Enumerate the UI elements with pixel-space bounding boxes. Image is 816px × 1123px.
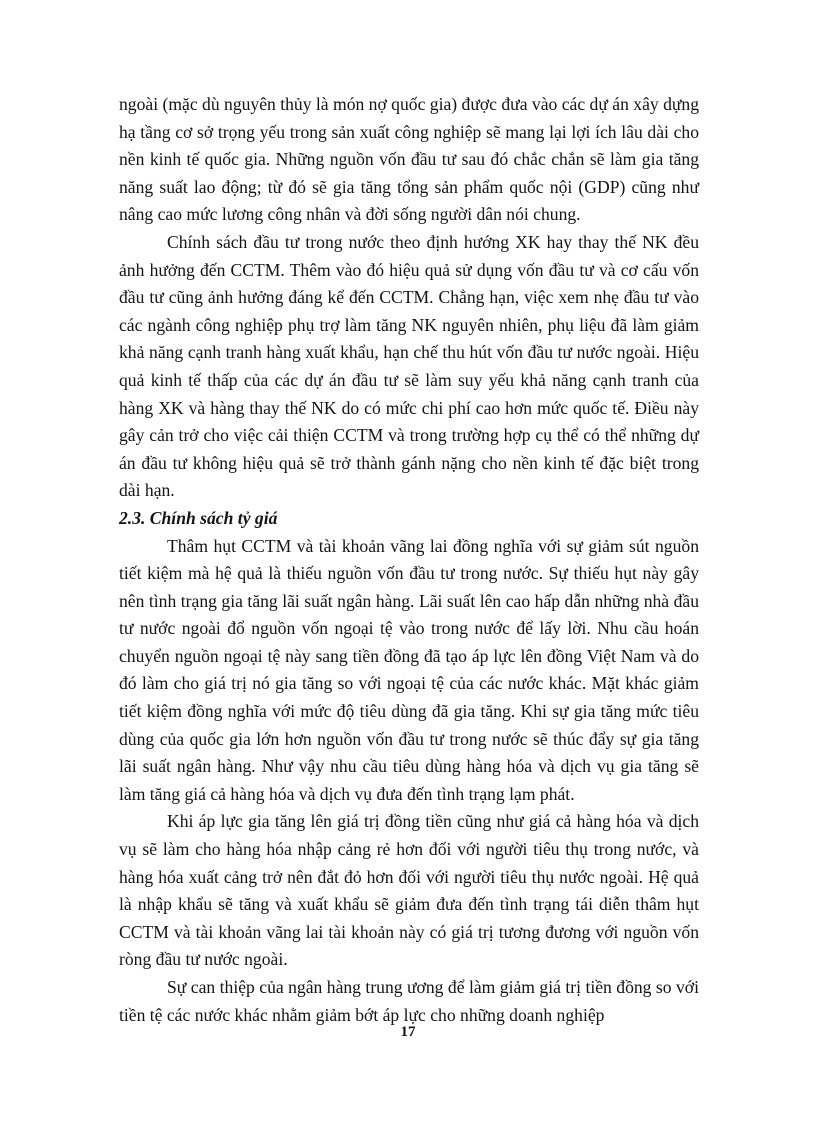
body-paragraph: ngoài (mặc dù nguyên thủy là món nợ quốc gia) được đưa vào các dự án xây dựng hạ tầng cơ sở trọng yếu trong sản xuất công nghiệp sẽ mang lại lợi ích lâu dài cho nền kinh tế quốc gia. Những nguồn vốn đầu tư sau đó chắc chắn sẽ làm gia tăng năng suất lao động; từ đó sẽ gia tăng tổng sản phẩm quốc nội (GDP) cũng như nâng cao mức lương công nhân và đời sống người dân nói chung. <box>119 94 700 225</box>
page-number: 17 <box>400 1024 416 1040</box>
section-heading: 2.3. Chính sách tỷ giá <box>119 507 278 528</box>
body-paragraph: Thâm hụt CCTM và tài khoản vãng lai đồng nghĩa với sự giảm sút nguồn tiết kiệm mà hệ quả là thiếu nguồn vốn đầu tư trong nước. Sự thiếu hụt này gây nên tình trạng gia tăng lãi suất ngân hàng. Lãi suất lên cao hấp dẫn những nhà đầu tư nước ngoài đổ nguồn vốn ngoại tệ vào trong nước để lấy lời. Nhu cầu hoán chuyển nguồn ngoại tệ này sang tiền đồng đã tạo áp lực lên đồng Việt Nam và do đó làm cho giá trị nó gia tăng so với ngoại tệ của các nước khác. Mặt khác giảm tiết kiệm đồng nghĩa với mức độ tiêu dùng đã gia tăng. Khi sự gia tăng mức tiêu dùng của quốc gia lớn hơn nguồn vốn đầu tư trong nước sẽ thúc đẩy sự gia tăng lãi suất ngân hàng. Như vậy nhu cầu tiêu dùng hàng hóa và dịch vụ gia tăng sẽ làm tăng giá cả hàng hóa và dịch vụ đưa đến tình trạng lạm phát. <box>119 535 699 804</box>
body-paragraph: Chính sách đầu tư trong nước theo định hướng XK hay thay thế NK đều ảnh hưởng đến CCTM. Thêm vào đó hiệu quả sử dụng vốn đầu tư và cơ cấu vốn đầu tư cũng ảnh hưởng đáng kể đến CCTM. Chẳng hạn, việc xem nhẹ đầu tư vào các ngành công nghiệp phụ trợ làm tăng NK nguyên nhiên, phụ liệu đã làm giảm khả năng cạnh tranh hàng xuất khẩu, hạn chế thu hút vốn đầu tư nước ngoài. Hiệu quả kinh tế thấp của các dự án đầu tư sẽ làm suy yếu khả năng cạnh tranh của hàng XK và hàng thay thế NK do có mức chi phí cao hơn mức quốc tế. Điều này gây cản trở cho việc cải thiện CCTM và trong trường hợp cụ thể có thể những dự án đầu tư không hiệu quả sẽ trở thành gánh nặng cho nền kinh tế đặc biệt trong dài hạn. <box>119 231 699 501</box>
body-paragraph: Khi áp lực gia tăng lên giá trị đồng tiền cũng như giá cả hàng hóa và dịch vụ sẽ làm cho hàng hóa nhập cảng rẻ hơn đối với người tiêu thụ trong nước, và hàng hóa xuất cảng trở nên đắt đỏ hơn đối với người tiêu thụ nước ngoài. Hệ quả là nhập khẩu sẽ tăng và xuất khẩu sẽ giảm đưa đến tình trạng tái diễn thâm hụt CCTM và tài khoản vãng lai tài khoản này có giá trị tương đương với nguồn vốn ròng đầu tư nước ngoài. <box>119 811 699 970</box>
body-paragraph: Sự can thiệp của ngân hàng trung ương để làm giảm giá trị tiền đồng so với tiền tệ các nước khác nhằm giảm bớt áp lực cho những doanh nghiệp <box>119 977 699 1025</box>
page-body <box>119 91 699 1029</box>
